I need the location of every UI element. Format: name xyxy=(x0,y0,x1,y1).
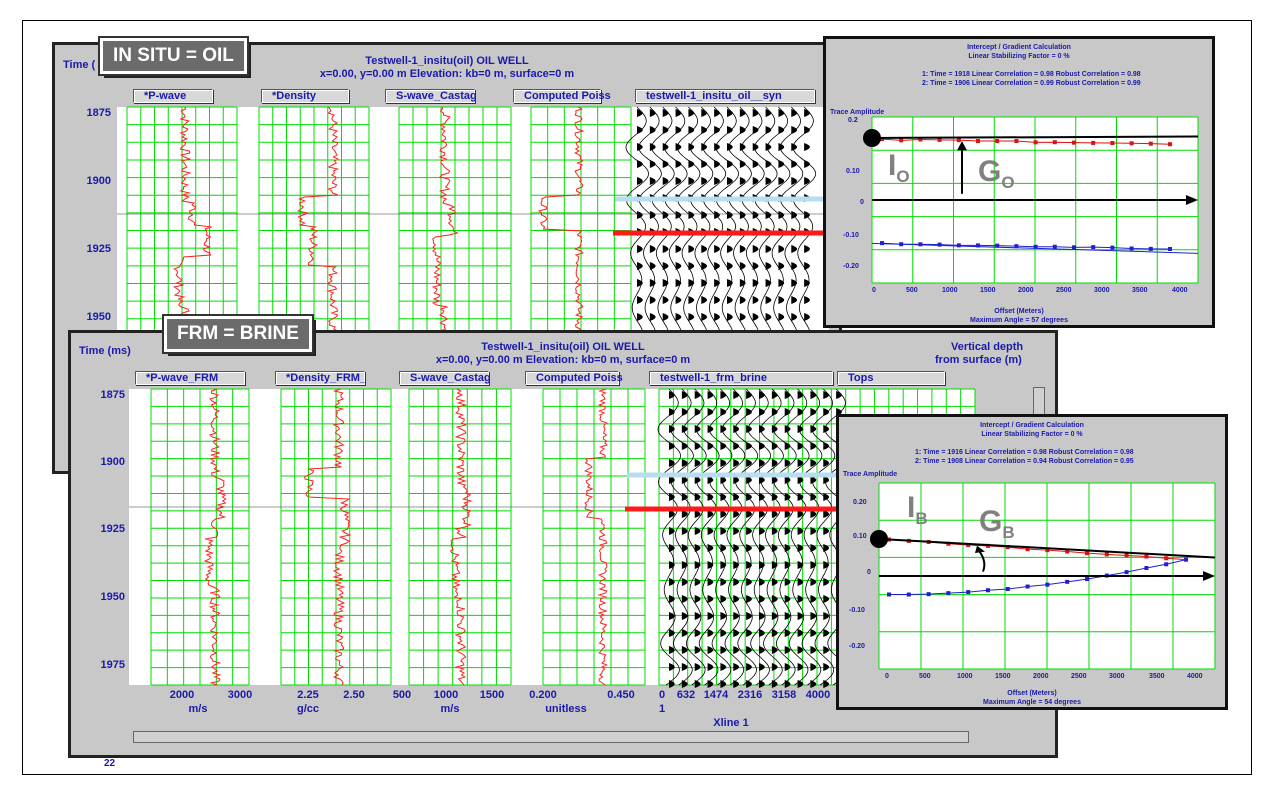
oil-inset-ytick: -0.20 xyxy=(843,263,859,270)
brine-inset-ytick: 0.20 xyxy=(853,499,867,506)
lower-depth-label-1: Vertical depth xyxy=(951,341,1024,353)
syn-tick: 1474 xyxy=(703,689,729,701)
brine-gradient-arrow xyxy=(979,551,984,572)
oil-inset-ylabel: Trace Amplitude xyxy=(830,109,885,116)
upper-track-button-synthetic[interactable]: testwell-1_insitu_oil__syn xyxy=(635,89,815,103)
brine-inset-ytick: 0.10 xyxy=(853,533,867,540)
brine-synthetic-trace xyxy=(787,389,810,685)
oil-gradient-label: $G_O$ xyxy=(978,155,1015,192)
pwave-frm-log xyxy=(205,389,226,685)
oil-inset-angle: Maximum Angle = 57 degrees xyxy=(970,317,1068,324)
swave-tick: 1000 xyxy=(433,689,459,701)
brine-intercept-dot xyxy=(870,530,888,548)
brine-inset-xtick: 4000 xyxy=(1187,673,1203,680)
brine-inset-plot xyxy=(879,483,1215,669)
swave-unit: m/s xyxy=(440,703,460,715)
brine-inset-ylabel: Trace Amplitude xyxy=(843,471,898,478)
upper-track-button-pwave[interactable]: *P-wave xyxy=(133,89,213,103)
brine-inset-xtick: 1000 xyxy=(957,673,973,680)
swave-tick: 1500 xyxy=(479,689,505,701)
lower-track-button-synthetic[interactable]: testwell-1_frm_brine xyxy=(649,371,833,385)
upper-time-tick: 1925 xyxy=(86,243,111,255)
syn-tick: 2316 xyxy=(737,689,763,701)
density-unit: g/cc xyxy=(296,703,319,715)
swave-tick: 500 xyxy=(392,689,412,701)
syn-tick: 632 xyxy=(676,689,696,701)
brine-inset-angle: Maximum Angle = 54 degrees xyxy=(983,699,1081,706)
brine-synthetic-trace xyxy=(658,389,681,685)
oil-inset-ytick: 0 xyxy=(860,199,864,206)
upper-track-button-swave[interactable]: S-wave_Castag xyxy=(385,89,475,103)
brine-inset-xtick: 2000 xyxy=(1033,673,1049,680)
poiss-frm-log xyxy=(585,389,607,685)
lower-track-button-pwave[interactable]: *P-wave_FRM xyxy=(135,371,245,385)
brine-gradient-arrowhead xyxy=(975,546,985,553)
upper-title-2: x=0.00, y=0.00 m Elevation: kb=0 m, surface=0 m xyxy=(319,68,575,80)
oil-gradient-inset xyxy=(823,36,1215,328)
lower-time-tick: 1950 xyxy=(100,591,125,603)
oil-red-series xyxy=(882,139,1170,144)
syn-tick: 4000 xyxy=(805,689,831,701)
poiss-tick: 0.450 xyxy=(607,689,635,701)
syn-tick: 3158 xyxy=(771,689,797,701)
oil-inset-line-2: 2: Time = 1906 Linear Correlation = 0.99 Robust Correlation = 0.99 xyxy=(922,80,1141,87)
brine-axis-arrow xyxy=(1203,571,1215,581)
lower-time-tick: 1925 xyxy=(100,523,125,535)
frm-brine-callout: FRM = BRINE xyxy=(164,316,312,352)
brine-inset-ytick: 0 xyxy=(867,569,871,576)
brine-inset-ytick: -0.10 xyxy=(849,607,865,614)
oil-inset-ytick: 0.10 xyxy=(846,168,860,175)
oil-inset-xlabel: Offset (Meters) xyxy=(994,308,1044,315)
oil-inset-xtick: 1500 xyxy=(980,287,996,294)
brine-synthetic-trace xyxy=(709,389,732,685)
oil-intercept-label: $I_O$ xyxy=(888,149,910,186)
brine-blue-series xyxy=(889,560,1186,595)
brine-synthetic-trace xyxy=(774,389,797,685)
oil-inset-ytick: -0.10 xyxy=(843,232,859,239)
poiss-unit: unitless xyxy=(545,703,587,715)
oil-gradient-arrowhead xyxy=(957,141,967,150)
density-tick: 2.50 xyxy=(343,689,365,701)
upper-time-tick: 1950 xyxy=(86,311,111,323)
brine-inset-line-1: 1: Time = 1916 Linear Correlation = 0.98 Robust Correlation = 0.98 xyxy=(915,449,1134,456)
pwave-tick: 3000 xyxy=(227,689,253,701)
brine-inset-xtick: 500 xyxy=(919,673,931,680)
oil-axis-arrow xyxy=(1186,195,1198,205)
brine-inset-ytick: -0.20 xyxy=(849,643,865,650)
poiss-tick: 0.200 xyxy=(529,689,557,701)
oil-inset-xtick: 3500 xyxy=(1132,287,1148,294)
lower-depth-label-2: from surface (m) xyxy=(935,354,1022,366)
corner-label: 22 xyxy=(104,758,116,769)
insitu-oil-callout: IN SITU = OIL xyxy=(100,38,247,74)
upper-time-label: Time ( xyxy=(63,59,96,71)
oil-inset-xtick: 3000 xyxy=(1094,287,1110,294)
brine-inset-line-2: 2: Time = 1908 Linear Correlation = 0.94 Robust Correlation = 0.95 xyxy=(915,458,1134,465)
brine-inset-xtick: 0 xyxy=(885,673,889,680)
brine-inset-xtick: 2500 xyxy=(1071,673,1087,680)
brine-inset-title-1: Intercept / Gradient Calculation xyxy=(980,422,1084,429)
oil-inset-xtick: 0 xyxy=(872,287,876,294)
oil-inset-xtick: 4000 xyxy=(1172,287,1188,294)
oil-inset-xtick: 2500 xyxy=(1056,287,1072,294)
lower-track-button-swave[interactable]: S-wave_Castag xyxy=(399,371,489,385)
brine-inset-xtick: 1500 xyxy=(995,673,1011,680)
upper-title-1: Testwell-1_insitu(oil) OIL WELL xyxy=(365,55,529,67)
lower-time-label: Time (ms) xyxy=(79,345,131,357)
oil-inset-ytick: 0.2 xyxy=(848,117,858,124)
brine-inset-xtick: 3500 xyxy=(1149,673,1165,680)
lower-time-tick: 1875 xyxy=(100,389,125,401)
brine-synthetic-trace xyxy=(735,389,758,685)
lower-time-tick: 1900 xyxy=(100,456,125,468)
lower-time-tick: 1975 xyxy=(100,659,125,671)
brine-intercept-label: $I_B$ xyxy=(907,491,928,528)
oil-intercept-dot xyxy=(863,129,881,147)
brine-inset-xlabel: Offset (Meters) xyxy=(1007,690,1057,697)
oil-inset-xtick: 500 xyxy=(906,287,918,294)
upper-time-tick: 1900 xyxy=(86,175,111,187)
syn-sub-label: 1 xyxy=(658,703,666,715)
oil-inset-chart xyxy=(872,117,1198,283)
brine-synthetic-trace xyxy=(722,389,745,685)
brine-inset-xtick: 3000 xyxy=(1109,673,1125,680)
brine-synthetic-trace xyxy=(684,389,707,685)
brine-synthetic-trace xyxy=(761,389,784,685)
pwave-tick: 2000 xyxy=(169,689,195,701)
brine-inset-title-2: Linear Stabilizing Factor = 0 % xyxy=(981,431,1083,438)
brine-synthetic-trace xyxy=(697,389,720,685)
xline-label: Xline 1 xyxy=(713,717,749,729)
upper-track-button-density[interactable]: *Density xyxy=(261,89,349,103)
density-tick: 2.25 xyxy=(297,689,319,701)
upper-track-button-poiss[interactable]: Computed Poiss xyxy=(513,89,601,103)
upper-time-tick: 1875 xyxy=(86,107,111,119)
oil-inset-title-2: Linear Stabilizing Factor = 0 % xyxy=(968,53,1070,60)
oil-inset-title-1: Intercept / Gradient Calculation xyxy=(967,44,1071,51)
density-frm-log xyxy=(305,389,350,685)
oil-inset-plot xyxy=(872,117,1198,283)
oil-inset-xtick: 2000 xyxy=(1018,287,1034,294)
lower-track-button-poiss[interactable]: Computed Poiss xyxy=(525,371,619,385)
oil-inset-line-1: 1: Time = 1918 Linear Correlation = 0.98 Robust Correlation = 0.98 xyxy=(922,71,1141,78)
oil-fit-line xyxy=(872,136,1198,138)
lower-title-2: x=0.00, y=0.00 m Elevation: kb=0 m, surface=0 m xyxy=(435,354,691,366)
brine-synthetic-trace xyxy=(671,389,694,685)
lower-track-button-tops[interactable]: Tops xyxy=(837,371,945,385)
pwave-unit: m/s xyxy=(188,703,208,715)
lower-title-1: Testwell-1_insitu(oil) OIL WELL xyxy=(481,341,645,353)
brine-inset-chart xyxy=(879,483,1215,669)
lower-track-button-density[interactable]: *Density_FRM_ xyxy=(275,371,365,385)
brine-gradient-inset xyxy=(836,414,1228,710)
swave-frm-log xyxy=(451,389,471,685)
oil-inset-xtick: 1000 xyxy=(942,287,958,294)
syn-tick: 0 xyxy=(658,689,666,701)
horizontal-scrollbar[interactable] xyxy=(133,731,969,743)
brine-gradient-label: $G_B$ xyxy=(979,505,1015,542)
